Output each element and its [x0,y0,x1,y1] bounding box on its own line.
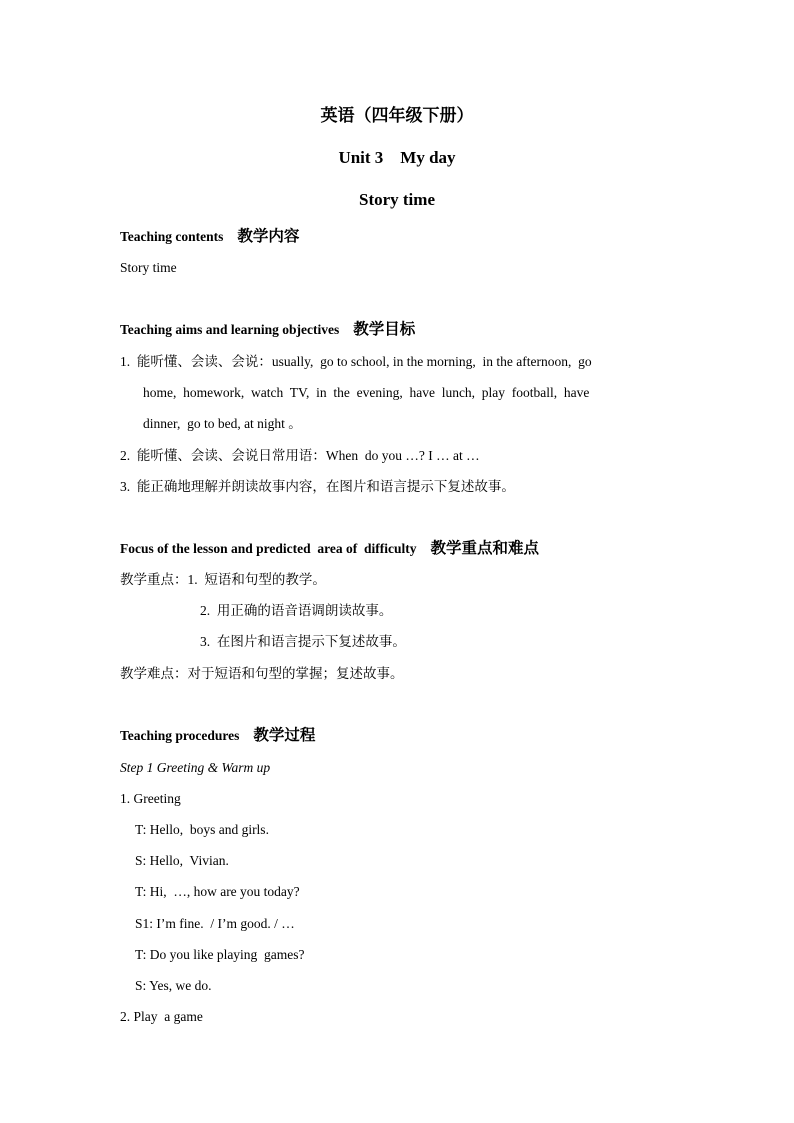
aims-heading-zh: 教学目标 [353,321,416,338]
procedures-heading-en: Teaching procedures [120,728,240,743]
dialogue-line: S: Hello, Vivian. [135,853,229,868]
focus-heading [120,539,539,559]
contents-heading-zh: 教学内容 [237,228,300,245]
dialogue-line: T: Hello, boys and girls. [135,822,269,837]
unit-title: Unit 3 My day [338,148,456,167]
focus-heading-zh: 教学重点和难点 [430,540,540,557]
contents-heading-en: Teaching contents [120,229,224,244]
focus-key-line-2: 2. 用正确的语音语调朗读故事。 [200,603,393,618]
dialogue-line: T: Hi, …, how are you today? [135,884,300,899]
aims-item-3: 3. 能正确地理解并朗读故事内容，在图片和语言提示下复述故事。 [120,479,515,494]
sub-step-play-game: 2. Play a game [120,1009,203,1024]
aims-item-1-line-3: dinner, go to bed, at night 。 [143,416,302,431]
document-title: 英语（四年级下册） [320,106,474,125]
sub-step-greeting: 1. Greeting [120,791,181,806]
focus-heading-en: Focus of the lesson and predicted area of difficulty [120,541,417,556]
focus-difficulty: 教学难点：对于短语和句型的掌握；复述故事。 [120,666,404,681]
dialogue-line: S: Yes, we do. [135,978,212,993]
dialogue-line: T: Do you like playing games? [135,947,305,962]
contents-heading [120,227,299,247]
lesson-title: Story time [358,190,435,209]
focus-key-line-1: 教学重点：1. 短语和句型的教学。 [120,572,326,587]
procedures-heading [120,726,315,746]
focus-key-line-3: 3. 在图片和语言提示下复述故事。 [200,634,406,649]
aims-heading-en: Teaching aims and learning objectives [120,322,340,337]
procedures-heading-zh: 教学过程 [253,727,316,744]
aims-heading [120,320,415,340]
aims-item-1-line-2: home, homework, watch TV, in the evening, have lunch, play football, have [143,385,590,400]
aims-item-2: 2. 能听懂、会读、会说日常用语：When do you …? I … at … [120,448,480,463]
aims-item-1-line-1: 1. 能听懂、会读、会说：usually, go to school, in the morning, in the afternoon, go [120,354,592,369]
contents-text: Story time [120,260,177,275]
step-1-title: Step 1 Greeting & Warm up [120,760,271,775]
dialogue-line: S1: I’m fine. / I’m good. / … [135,916,295,931]
